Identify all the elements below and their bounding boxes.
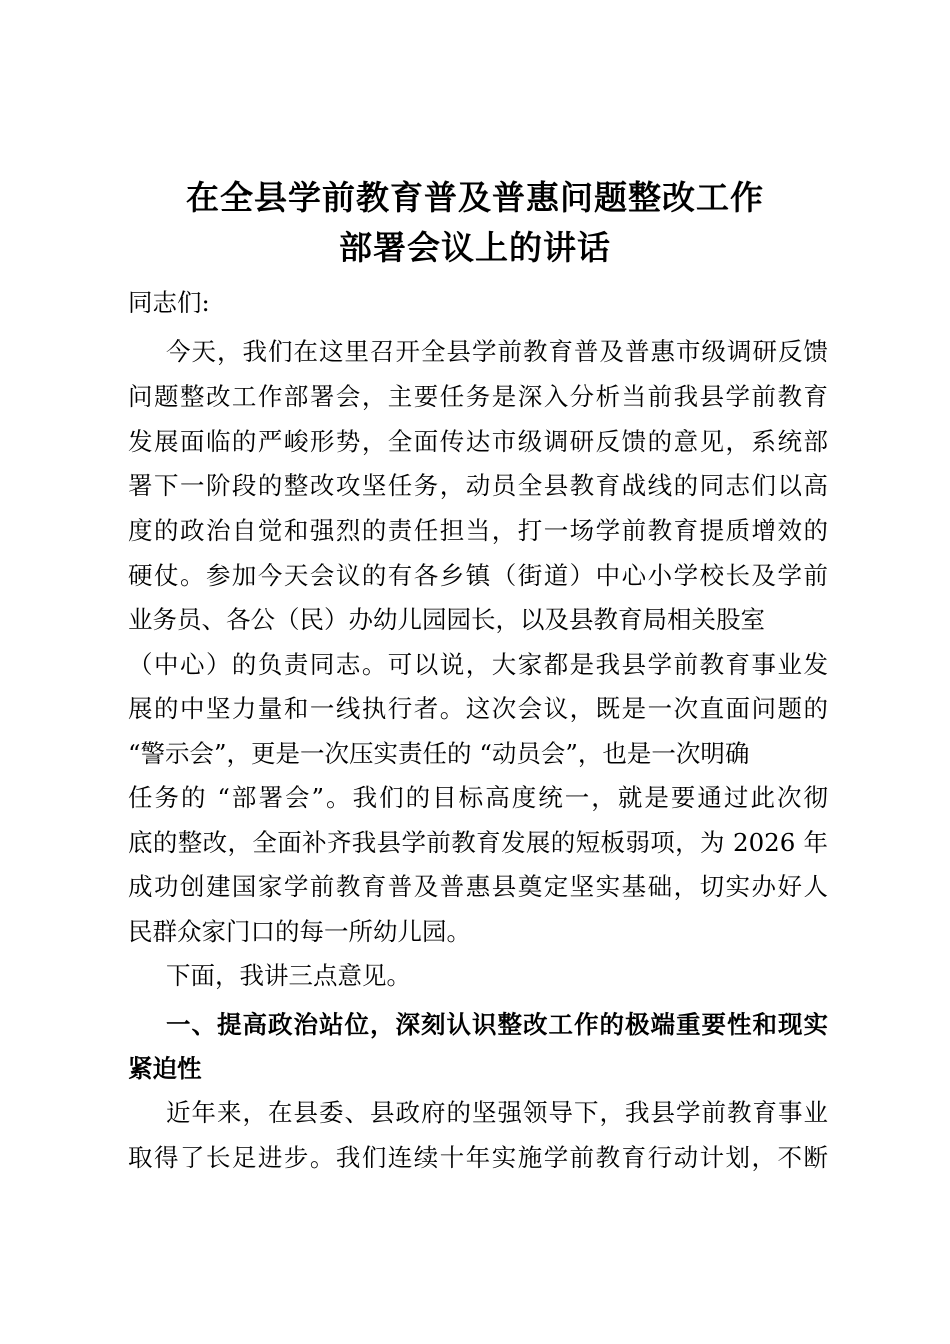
- paragraph-line: 问题整改工作部署会，主要任务是深入分析当前我县学前教育: [128, 382, 828, 411]
- paragraph-line: 近年来，在县委、县政府的坚强领导下，我县学前教育事业: [166, 1098, 828, 1127]
- paragraph-line: 硬仗。参加今天会议的有各乡镇（街道）中心小学校长及学前: [128, 561, 828, 590]
- paragraph-line: 成功创建国家学前教育普及普惠县奠定坚实基础，切实办好人: [128, 872, 828, 901]
- section-heading-line: 一、提高政治站位，深刻认识整改工作的极端重要性和现实: [166, 1010, 828, 1039]
- paragraph-line: 今天，我们在这里召开全县学前教育普及普惠市级调研反馈: [166, 337, 828, 366]
- paragraph-line: 度的政治自觉和强烈的责任担当，打一场学前教育提质增效的: [128, 516, 828, 545]
- document-title-line-1: 在全县学前教育普及普惠问题整改工作: [186, 178, 764, 217]
- paragraph-line: 取得了长足进步。我们连续十年实施学前教育行动计划，不断: [128, 1143, 828, 1172]
- salutation: 同志们:: [128, 288, 210, 317]
- paragraph-line: 任务的 “部署会”。我们的目标高度统一，就是要通过此次彻: [128, 783, 828, 812]
- paragraph-line: 发展面临的严峻形势，全面传达市级调研反馈的意见，系统部: [128, 427, 828, 456]
- paragraph-line: 底的整改，全面补齐我县学前教育发展的短板弱项，为 2026 年: [128, 828, 828, 857]
- section-heading-line: 紧迫性: [128, 1054, 202, 1083]
- paragraph-line: （中心）的负责同志。可以说，大家都是我县学前教育事业发: [128, 650, 828, 679]
- paragraph-line: 下面，我讲三点意见。: [166, 961, 411, 990]
- paragraph-line: 民群众家门口的每一所幼儿园。: [128, 917, 471, 946]
- paragraph-line: “警示会”，更是一次压实责任的 “动员会”，也是一次明确: [128, 739, 750, 768]
- paragraph-line: 展的中坚力量和一线执行者。这次会议，既是一次直面问题的: [128, 694, 828, 723]
- paragraph-line: 署下一阶段的整改攻坚任务，动员全县教育战线的同志们以高: [128, 471, 828, 500]
- document-title-line-2: 部署会议上的讲话: [339, 228, 611, 267]
- paragraph-line: 业务员、各公（民）办幼儿园园长，以及县教育局相关股室: [128, 605, 765, 634]
